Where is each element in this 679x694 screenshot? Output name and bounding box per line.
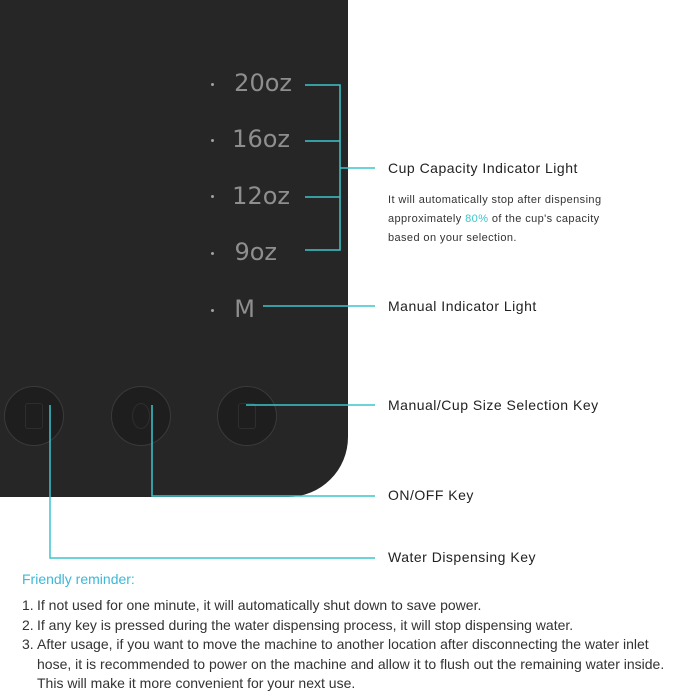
manual-light-label: Manual Indicator Light — [388, 298, 537, 314]
cup-capacity-label: Cup Capacity Indicator Light — [388, 160, 578, 176]
water-key-label: Water Dispensing Key — [388, 549, 536, 565]
capacity-bracket — [305, 85, 340, 250]
water-callout — [50, 405, 375, 558]
capacity-20oz: 20oz — [234, 69, 292, 97]
onoff-key-label: ON/OFF Key — [388, 487, 474, 503]
cup-capacity-description: It will automatically stop after dispensing approximately 80% of the cup's capacity based on your selection. — [388, 194, 602, 244]
manual-mode-label: M — [234, 295, 255, 323]
reminder-item: 3. After usage, if you want to move the machine to another location after disconnecting the water inlet hose, it is recommended to power on the machine and allow it to flush out the remaining water inside. This will make it more convenient for your next use. — [22, 636, 665, 691]
capacity-16oz: 16oz — [232, 125, 290, 153]
reminder-item: 2. If any key is pressed during the water dispensing process, it will stop dispensing water. — [22, 616, 574, 633]
capacity-percent: 80% — [465, 213, 489, 225]
selection-key-label: Manual/Cup Size Selection Key — [388, 397, 599, 413]
reminder-title: Friendly reminder: — [22, 571, 135, 587]
capacity-9oz: 9oz — [234, 238, 277, 266]
reminder-list — [22, 596, 679, 694]
onoff-callout — [152, 405, 375, 496]
capacity-12oz: 12oz — [232, 182, 290, 210]
reminder-item: 1. If not used for one minute, it will automatically shut down to save power. — [22, 597, 482, 613]
